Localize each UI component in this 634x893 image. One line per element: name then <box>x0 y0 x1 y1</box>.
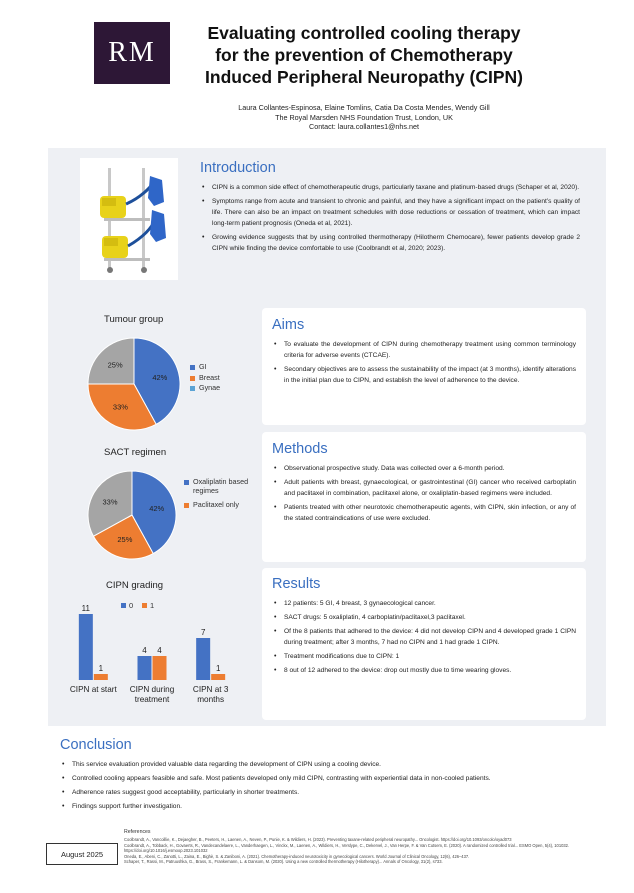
list-item: • 8 out of 12 adhered to the device: drop out mostly due to time wearing gloves. <box>272 665 576 676</box>
sact-chart-title: SACT regimen <box>104 447 167 458</box>
sact-pie-chart <box>86 469 178 561</box>
list-item: • Observational prospective study. Data was collected over a 6-month period. <box>272 463 576 474</box>
reference-item: Schaper, T., Rassi, M., Patruushka, G., Brass, S., Frankemann, L. & Dansom, M. (2020). Using a new controlled thermotherapy (Hilotherapy)... Annals of Oncology, 31(2), s733. <box>124 859 443 865</box>
methods-list <box>272 463 576 524</box>
list-item: • To evaluate the development of CIPN during chemotherapy treatment using common terminology criteria for adverse events (CTCAE). <box>272 339 576 361</box>
legend-item <box>184 478 254 495</box>
legend-label: Breast <box>199 372 220 382</box>
legend-item <box>190 384 220 393</box>
conclusion-list <box>60 759 594 812</box>
pie-data-label: 33% <box>112 402 128 412</box>
cooling-device-photo <box>80 158 178 280</box>
authors: Laura Collantes-Espinosa, Elaine Tomlins, Catia Da Costa Mendes, Wendy Gill <box>238 103 490 112</box>
legend-item <box>190 374 220 383</box>
date-label: August 2025 <box>46 843 118 865</box>
aims-heading: Aims <box>272 317 305 333</box>
introduction-list <box>200 182 580 254</box>
pie-data-label: 33% <box>102 497 118 507</box>
legend-swatch <box>142 603 147 608</box>
tumour-legend <box>190 363 220 395</box>
legend-label: Paclitaxel only <box>193 500 239 509</box>
tumour-chart-title: Tumour group <box>104 314 164 325</box>
authors-block <box>184 103 544 132</box>
pie-data-label: 42% <box>149 504 165 514</box>
bar-data-label: 1 <box>98 664 104 673</box>
title-line-3: Induced Peripheral Neuropathy (CIPN) <box>205 67 523 87</box>
category-label: CIPN during <box>129 685 175 694</box>
poster-title <box>184 22 544 88</box>
bar <box>153 656 167 680</box>
list-item: • Treatment modifications due to CIPN: 1 <box>272 651 576 662</box>
legend-label: GI <box>199 362 207 371</box>
legend-item <box>190 363 220 372</box>
affiliation: The Royal Marsden NHS Foundation Trust, London, UK <box>275 112 453 122</box>
bar <box>138 656 152 680</box>
results-heading: Results <box>272 576 321 592</box>
introduction-section <box>190 152 590 300</box>
list-item: • Controlled cooling appears feasible and safe. Most patients developed only mild CIPN, contrasting with experiential data in non-cooled patients. <box>60 773 594 784</box>
rm-logo: RM <box>94 22 170 84</box>
title-line-2: for the prevention of Chemotherapy <box>215 45 513 65</box>
results-list <box>272 598 576 676</box>
list-item: • 12 patients: 5 GI, 4 breast, 3 gynaecological cancer. <box>272 598 576 609</box>
legend-label: 1 <box>150 601 155 610</box>
category-label: months <box>197 695 225 704</box>
list-item: • Patients treated with other neurotoxic chemotherapeutic agents, with CIPN, skin infection, or any of the stated contraindications of use were excluded. <box>272 502 576 524</box>
tumour-pie-chart <box>86 336 182 432</box>
category-label: CIPN at start <box>69 685 117 694</box>
grading-bar-chart <box>64 596 240 714</box>
legend-label: Oxaliplatin based regimes <box>193 477 249 495</box>
list-item: • CIPN is a common side effect of chemotherapeutic drugs, particularly taxane and platinum-based drugs (Schaper et al, 2020). <box>200 182 580 193</box>
pie-data-label: 25% <box>107 360 123 370</box>
aims-list <box>272 339 576 386</box>
grading-chart-title: CIPN grading <box>106 580 164 591</box>
legend-swatch <box>190 365 195 370</box>
sact-legend <box>184 478 254 512</box>
contact[interactable]: Contact: laura.collantes1@nhs.net <box>309 122 419 131</box>
list-item: • This service evaluation provided valuable data regarding the development of CIPN using a cooling device. <box>60 759 594 770</box>
legend-label: Gynae <box>199 383 221 392</box>
legend-swatch <box>190 386 195 391</box>
methods-heading: Methods <box>272 441 328 457</box>
legend-swatch <box>184 480 189 485</box>
legend-swatch <box>190 376 195 381</box>
category-label: treatment <box>134 695 170 704</box>
pie-data-label: 42% <box>152 372 168 382</box>
reference-item: Coolbrandt, A., Vancoillie, K., Dejaegher, B., Peeters, H., Laenen, A., Neven, P., Punie, K. & Wildiers, H. (2023). Preventing taxane-related peripheral neuropathy... Oncologist. https://doi.org/10.1093/oncolo/oyad073 <box>124 837 512 843</box>
references-heading: References <box>124 829 151 835</box>
pie-data-label: 25% <box>117 535 133 545</box>
introduction-heading: Introduction <box>200 160 276 176</box>
methods-section <box>262 432 586 562</box>
list-item: • Adherence rates suggest good acceptability, particularly in shorter treatments. <box>60 787 594 798</box>
reference-item: Oneda, E., Abeni, C., Zanotti, L., Zaina, E., Bighè, S. & Zaniboni, A. (2021). Chemotherapy-induced neurotoxicity in gynecological cancers. World Journal of Clinical Oncology, 12(6), 426–437. <box>124 853 470 859</box>
bar-data-label: 7 <box>200 628 206 637</box>
bar-data-label: 11 <box>81 604 90 613</box>
legend-item <box>184 501 254 510</box>
bar-data-label: 1 <box>215 664 221 673</box>
bar-data-label: 4 <box>157 646 162 655</box>
cooling-device-illustration <box>80 158 178 280</box>
results-section <box>262 568 586 720</box>
legend-label: 0 <box>129 601 134 610</box>
conclusion-heading: Conclusion <box>60 737 132 753</box>
references <box>124 830 594 864</box>
title-line-1: Evaluating controlled cooling therapy <box>207 23 521 43</box>
bar <box>196 638 210 680</box>
list-item: • Adult patients with breast, gynaecological, or gastrointestinal (GI) cancer who received carboplatin and paclitaxel in combination, paclitaxel alone, or oxaliplatin-based regimens were included. <box>272 477 576 499</box>
list-item: • SACT drugs: 5 oxaliplatin, 4 carboplatin/paclitaxel,3 paclitaxel. <box>272 612 576 623</box>
legend-swatch <box>121 603 126 608</box>
aims-section <box>262 308 586 425</box>
list-item: • Growing evidence suggests that by using controlled thermotherapy (Hilotherm Chemocare), fewer patients develop grade 2 CIPN while finding the device comfortable to use (Coolbrandt et al, 2020; 2023). <box>200 232 580 254</box>
list-item: • Findings support further investigation. <box>60 801 594 812</box>
reference-item: Coolbrandt, A., Tobback, H., Govaerts, R., Vandecandelaere, L., Vanderhaegen, L., Vinckx, M., Laenen, A., Wildiers, H., Verslype, C., Dekervel, J., Van Herpe, F. & Van Cutsem, E. (2020). A randomized controlled trial... ESMO Open, 5(4), 101032. https://doi.org/10.1016/j.esmoop.2023.101032 <box>124 842 570 854</box>
list-item: • Symptoms range from acute and transient to chronic and painful, and they have a significant impact on the patient’s quality of life. There can also be an impact on treatment schedules with dose reductions or cessation of treatment, which can impact long-term patient prognosis (Oneda et al, 2021). <box>200 196 580 229</box>
bar-data-label: 4 <box>142 646 147 655</box>
bar <box>94 674 108 680</box>
list-item: • Secondary objectives are to assess the sustainability of the impact (at 3 months), identify alterations in the initial plan due to CIPN, and establish the level of adherence to the device. <box>272 364 576 386</box>
list-item: • Of the 8 patients that adhered to the device: 4 did not develop CIPN and 4 developed grade 1 CIPN during treatment; after 3 months, 7 had no CIPN and 1 had grade 1 CIPN. <box>272 626 576 648</box>
bar <box>211 674 225 680</box>
legend-swatch <box>184 503 189 508</box>
category-label: CIPN at 3 <box>192 685 229 694</box>
bar <box>79 614 93 680</box>
